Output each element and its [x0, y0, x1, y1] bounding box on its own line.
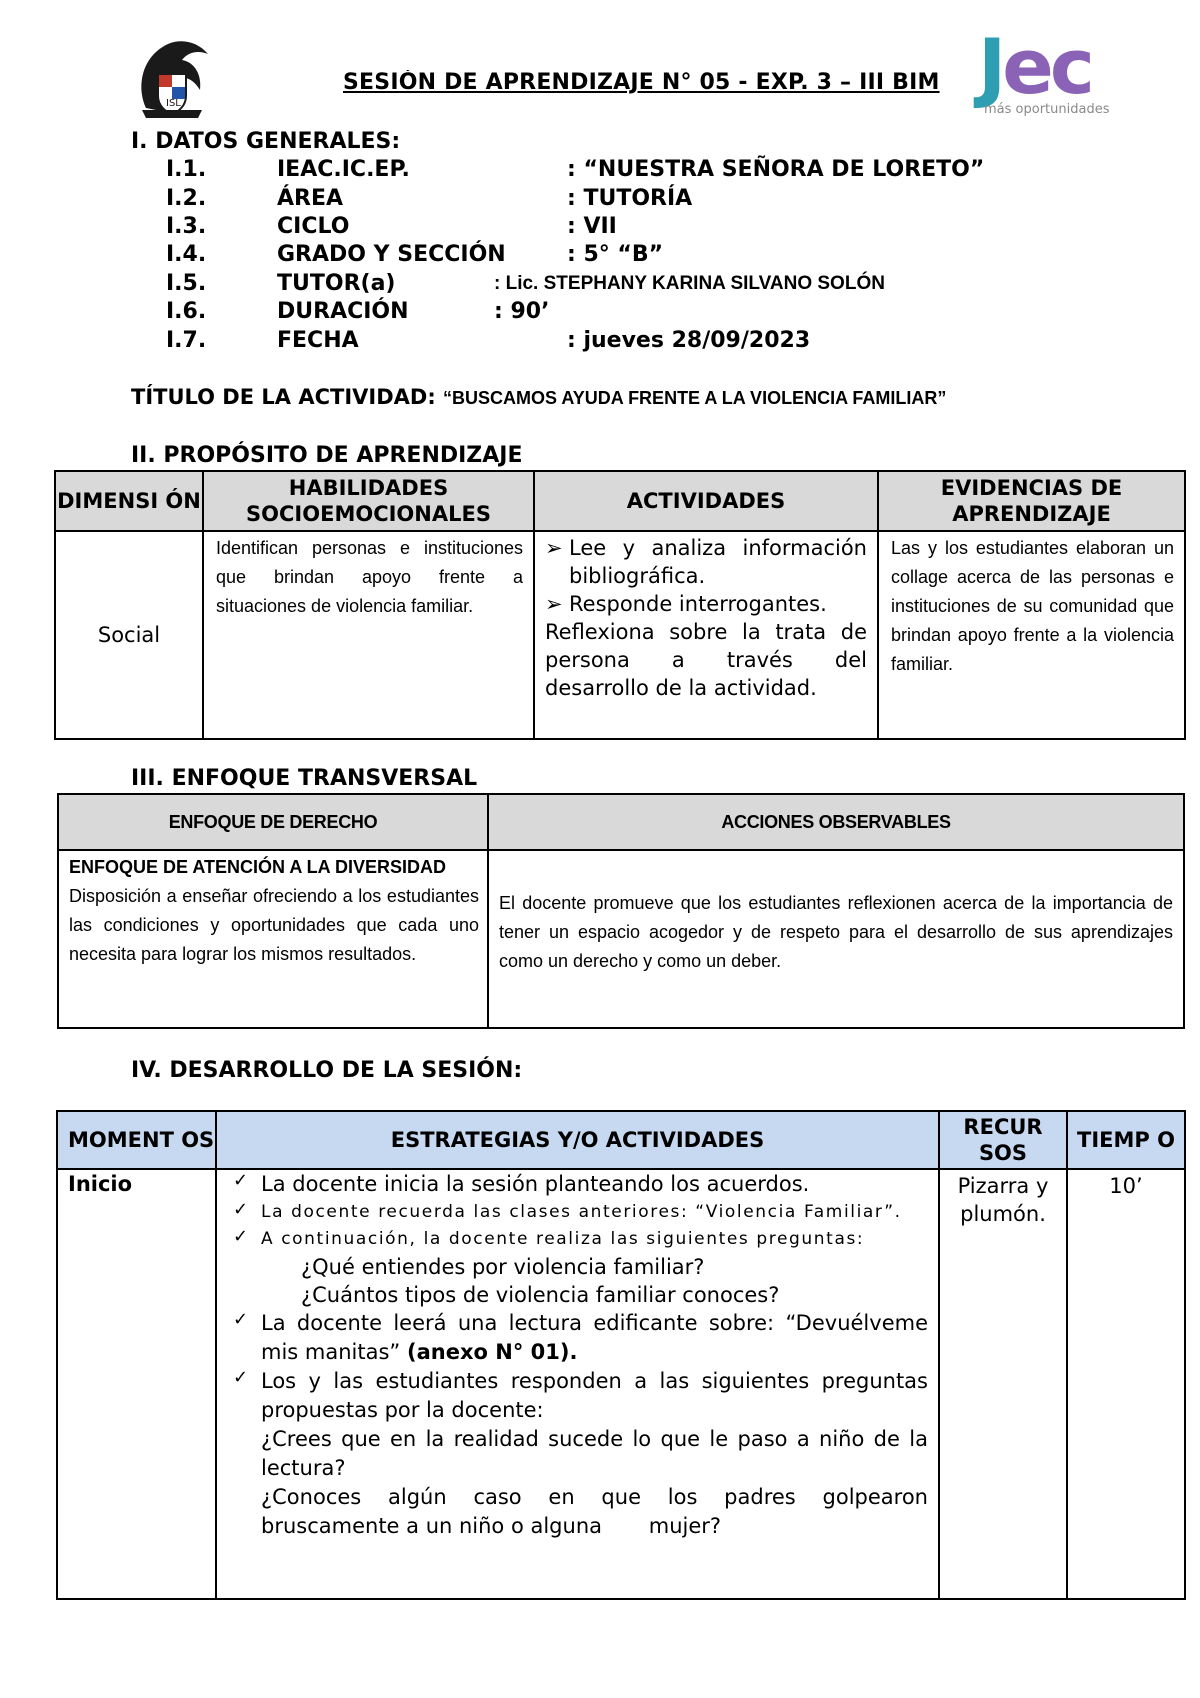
check-icon: ✓	[233, 1170, 249, 1191]
check-icon: ✓	[233, 1226, 249, 1247]
col-header-actividades: ACTIVIDADES	[534, 471, 878, 531]
datos-num: I.5.	[166, 271, 207, 296]
datos-num: I.6.	[166, 299, 207, 324]
enfoque-heading: III. ENFOQUE TRANSVERSAL	[131, 766, 478, 791]
arrow-bullet-icon: ➢	[545, 536, 563, 560]
tiempo-cell: 10’	[1067, 1169, 1185, 1599]
actividades-extra: Reflexiona sobre la trata de persona a través del desarrollo de la actividad.	[545, 620, 867, 700]
enfoque-cell	[58, 850, 488, 1028]
datos-num: I.4.	[166, 242, 207, 267]
list-item: ➢ Lee y analiza información bibliográfica.	[545, 536, 867, 588]
jec-logo-tagline: más oportunidades	[984, 102, 1110, 117]
enfoque-table	[57, 793, 1185, 1029]
estrategias-cell	[216, 1169, 939, 1599]
enfoque-desc: Disposición a enseñar ofreciendo a los estudiantes las condiciones y oportunidades que cada uno necesita para lograr los mismos resultados.	[69, 886, 479, 964]
list-item: ✓ La docente leerá una lectura edificante sobre: “Devuélveme mis manitas” (anexo N° 01).	[225, 1309, 928, 1367]
svg-text:ISL: ISL	[166, 98, 181, 109]
datos-value: : 5° “B”	[567, 242, 664, 267]
desarrollo-heading: IV. DESARROLLO DE LA SESIÓN:	[131, 1058, 523, 1083]
habilidades-cell	[203, 531, 534, 739]
datos-num: I.3.	[166, 214, 207, 239]
anexo-ref: (anexo N° 01).	[407, 1340, 578, 1364]
proposito-heading: II. PROPÓSITO DE APRENDIZAJE	[131, 443, 523, 468]
col-header-recursos: RECUR SOS	[939, 1111, 1067, 1169]
arrow-bullet-icon: ➢	[545, 592, 563, 616]
datos-label: GRADO Y SECCIÓN	[277, 242, 506, 267]
datos-num: I.1.	[166, 157, 207, 182]
momento-cell: Inicio	[57, 1169, 216, 1599]
jec-logo	[978, 22, 1158, 126]
datos-value: : Lic. STEPHANY KARINA SILVANO SOLÓN	[494, 273, 885, 294]
col-header-enfoque: ENFOQUE DE DERECHO	[58, 794, 488, 850]
datos-label: FECHA	[277, 328, 359, 353]
list-item: ✓ A continuación, la docente realiza las siguientes preguntas:	[225, 1226, 928, 1253]
habilidades-text: Identifican personas e instituciones que brindan apoyo frente a situaciones de violencia familiar.	[216, 538, 523, 616]
titulo-actividad-value: “BUSCAMOS AYUDA FRENTE A LA VIOLENCIA FAMILIAR”	[443, 388, 947, 408]
evidencias-text: Las y los estudiantes elaboran un collage acerca de las personas e instituciones de su comunidad que brindan apoyo frente a la violencia familiar.	[891, 538, 1174, 674]
datos-label: CICLO	[277, 214, 350, 239]
jec-logo-text: Jec	[978, 22, 1091, 111]
col-header-momentos: MOMENT OS	[57, 1111, 216, 1169]
session-title: SESIÓN DE APRENDIZAJE N° 05 - EXP. 3 – III BIM	[343, 70, 940, 95]
datos-label: DURACIÓN	[277, 299, 409, 324]
school-crest-icon	[132, 34, 214, 120]
proposito-table	[54, 470, 1186, 740]
check-icon: ✓	[233, 1309, 249, 1330]
list-item: ➢ Responde interrogantes.	[545, 592, 827, 616]
pregunta: ¿Cuántos tipos de violencia familiar conoces?	[301, 1283, 780, 1307]
titulo-actividad-label: TÍTULO DE LA ACTIVIDAD:	[131, 385, 436, 409]
datos-value: : VII	[567, 214, 617, 239]
datos-num: I.2.	[166, 186, 207, 211]
datos-value: : jueves 28/09/2023	[567, 328, 811, 353]
col-header-dimension: DIMENSI ÓN	[55, 471, 203, 531]
datos-generales-heading: I. DATOS GENERALES:	[131, 129, 401, 154]
acciones-cell	[488, 850, 1184, 1028]
col-header-evidencias: EVIDENCIAS DE APRENDIZAJE	[878, 471, 1185, 531]
datos-label: ÁREA	[277, 186, 344, 211]
desarrollo-table	[56, 1110, 1186, 1600]
datos-label: TUTOR(a)	[277, 271, 396, 296]
evidencias-cell	[878, 531, 1185, 739]
recursos-cell: Pizarra y plumón.	[939, 1169, 1067, 1599]
col-header-estrategias: ESTRATEGIAS Y/O ACTIVIDADES	[216, 1111, 939, 1169]
pregunta: ¿Qué entiendes por violencia familiar?	[301, 1255, 705, 1279]
datos-value: : 90’	[494, 299, 550, 324]
titulo-actividad	[131, 385, 946, 409]
list-item: ✓ La docente recuerda las clases anteriores: “Violencia Familiar”.	[225, 1199, 928, 1226]
check-icon: ✓	[233, 1199, 249, 1220]
dimension-cell: Social	[55, 531, 203, 739]
datos-value: : TUTORÍA	[567, 186, 693, 211]
enfoque-title: ENFOQUE DE ATENCIÓN A LA DIVERSIDAD	[69, 857, 447, 877]
list-item: ✓ La docente inicia la sesión planteando los acuerdos.	[225, 1170, 928, 1199]
datos-label: IEAC.IC.EP.	[277, 157, 410, 182]
col-header-tiempo: TIEMP O	[1067, 1111, 1185, 1169]
actividades-cell	[534, 531, 878, 739]
datos-value: : “NUESTRA SEÑORA DE LORETO”	[567, 157, 985, 182]
check-icon: ✓	[233, 1367, 249, 1388]
datos-num: I.7.	[166, 328, 207, 353]
col-header-habilidades: HABILIDADES SOCIOEMOCIONALES	[203, 471, 534, 531]
col-header-acciones: ACCIONES OBSERVABLES	[488, 794, 1184, 850]
list-item: ✓ Los y las estudiantes responden a las siguientes preguntas propuestas por la docente: ¿Crees que en la realidad sucede lo que le paso a niño de la lectura? ¿Conoces algún caso en que los padres golpearon bruscamente a un niño o alguna mujer?	[225, 1367, 928, 1541]
acciones-text: El docente promueve que los estudiantes reflexionen acerca de la importancia de tener un espacio acogedor y de respeto para el desarrollo de sus aprendizajes como un derecho y como un deber.	[499, 892, 1173, 971]
